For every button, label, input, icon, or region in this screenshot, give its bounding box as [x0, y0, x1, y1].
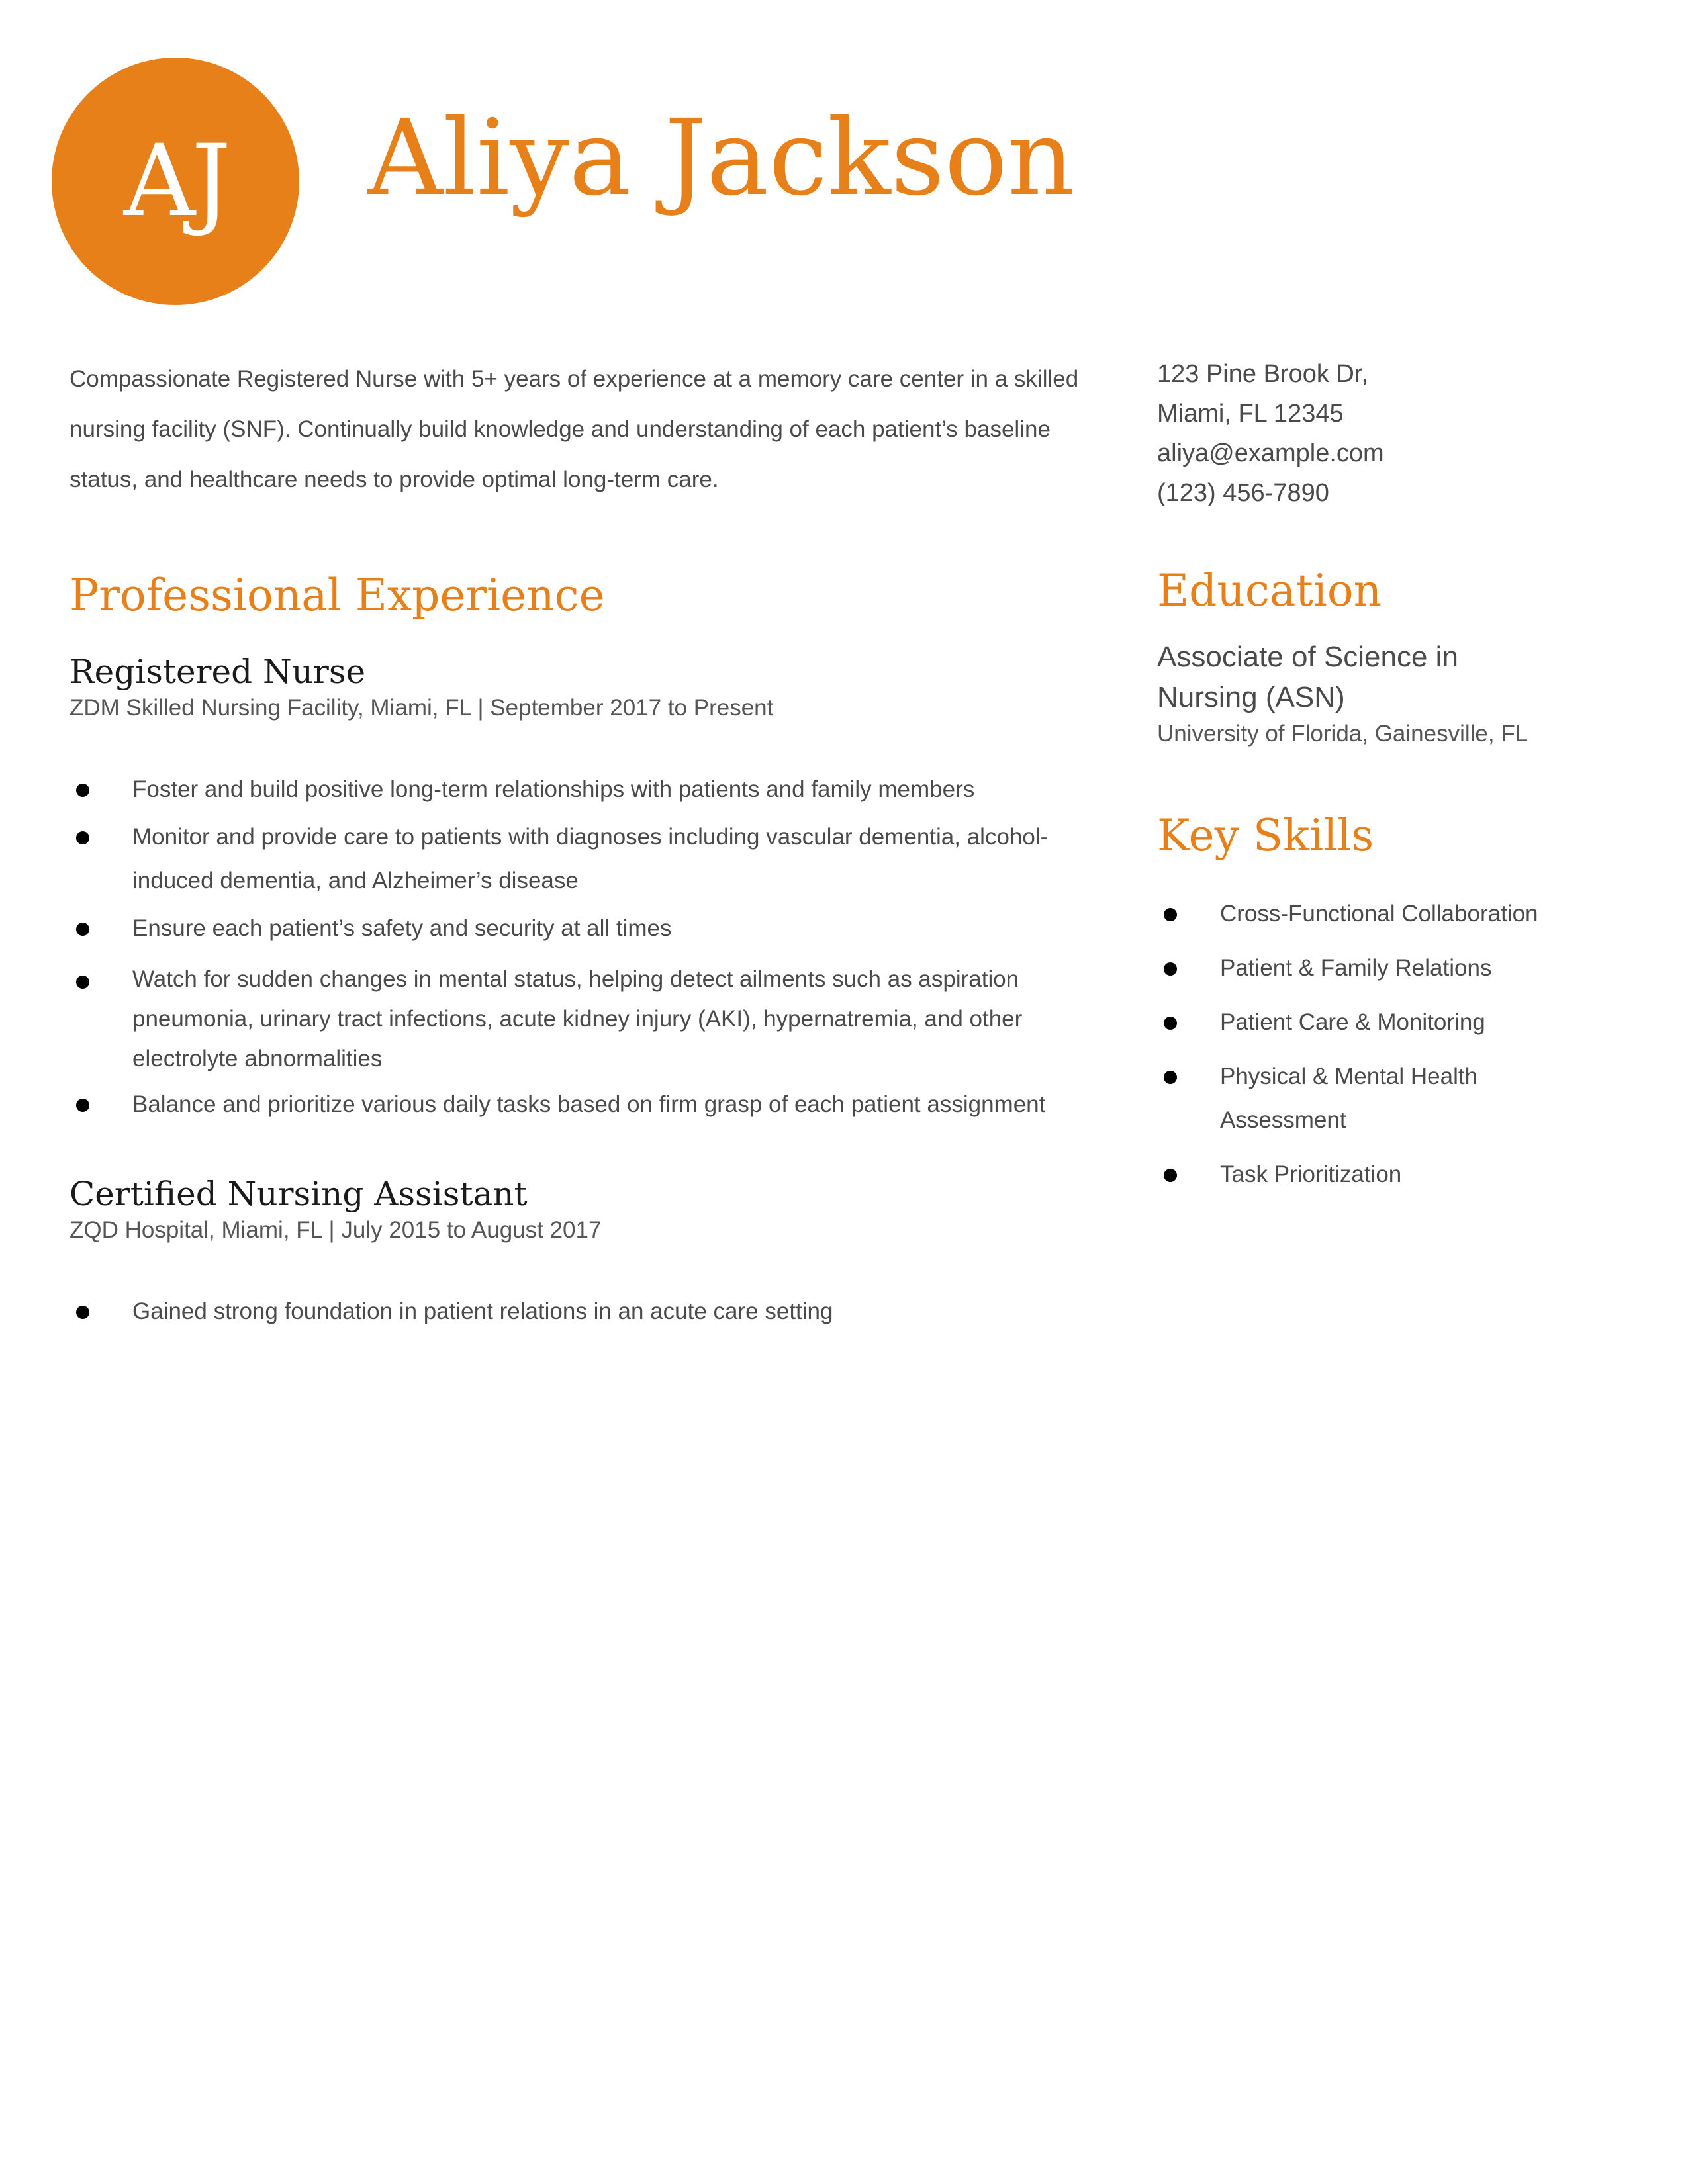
job-title: Registered Nurse [70, 653, 366, 692]
skill-text: Patient Care & Monitoring [1220, 1009, 1485, 1036]
bullet-icon [76, 923, 89, 936]
degree: Associate of Science in Nursing (ASN) [1157, 641, 1458, 714]
job-meta: ZQD Hospital, Miami, FL | July 2015 to August 2017 [70, 1217, 602, 1244]
job-bullets [70, 768, 1102, 1126]
bullet-text: Ensure each patient’s safety and security at all times [132, 915, 672, 942]
list-item [70, 1290, 1102, 1334]
list-item [70, 1083, 1102, 1126]
experience-section [70, 569, 1102, 1334]
school: University of Florida, Gainesville, FL [1157, 721, 1528, 747]
bullet-text: Foster and build positive long-term relationships with patients and family members [132, 776, 975, 803]
list-item [1157, 1001, 1620, 1044]
monogram-badge [52, 58, 299, 305]
list-item [1157, 892, 1620, 936]
skills-list [1157, 892, 1620, 1197]
contact-block [1157, 354, 1620, 513]
list-item [70, 907, 1102, 950]
skill-text: Cross-Functional Collaboration [1220, 901, 1538, 927]
list-item [70, 815, 1102, 903]
experience-heading: Professional Experience [70, 570, 605, 621]
skill-text: Physical & Mental Health Assessment [1220, 1064, 1478, 1134]
bullet-icon [1164, 908, 1177, 921]
bullet-icon [76, 976, 89, 989]
list-item [1157, 1055, 1531, 1142]
bullet-icon [76, 831, 89, 844]
education-section [1157, 565, 1620, 750]
address-line2: Miami, FL 12345 [1157, 400, 1344, 428]
sidebar [1157, 354, 1620, 1207]
bullet-icon [1164, 962, 1177, 976]
bullet-icon [1164, 1071, 1177, 1084]
address-line1: 123 Pine Brook Dr, [1157, 360, 1368, 388]
phone: (123) 456-7890 [1157, 479, 1329, 507]
email: aliya@example.com [1157, 439, 1384, 467]
bullet-icon [76, 1099, 89, 1112]
job-entry [70, 652, 1102, 1126]
list-item [1157, 946, 1620, 990]
skill-text: Task Prioritization [1220, 1161, 1402, 1188]
bullet-text: Gained strong foundation in patient relations in an acute care setting [132, 1298, 833, 1325]
list-item [70, 768, 1102, 811]
job-title: Certified Nursing Assistant [70, 1175, 528, 1214]
bullet-text: Balance and prioritize various daily tasks based on firm grasp of each patient assignment [132, 1091, 1046, 1118]
list-item [1157, 1153, 1620, 1197]
bullet-icon [1164, 1169, 1177, 1182]
candidate-name: Aliya Jackson [367, 97, 1075, 219]
monogram-initials: AJ [123, 124, 228, 239]
bullet-icon [76, 784, 89, 797]
bullet-text: Watch for sudden changes in mental status, helping detect ailments such as aspiration pneumonia, urinary tract infections, acute kidney injury (AKI), hypernatremia, and other electrolyte abnormalities [132, 966, 1023, 1072]
bullet-icon [1164, 1017, 1177, 1030]
summary-paragraph: Compassionate Registered Nurse with 5+ years of experience at a memory care center in a skilled nursing facility (SNF). Continually build knowledge and understanding of each patient’s baseline status, and healthcare needs to provide optimal long-term care. [70, 366, 1079, 492]
list-item [70, 960, 1102, 1079]
job-meta: ZDM Skilled Nursing Facility, Miami, FL | September 2017 to Present [70, 695, 774, 721]
skill-text: Patient & Family Relations [1220, 955, 1492, 981]
bullet-text: Monitor and provide care to patients with diagnoses including vascular dementia, alcohol-induced dementia, and Alzheimer’s disease [132, 824, 1049, 894]
bullet-icon [76, 1306, 89, 1319]
education-heading: Education [1157, 565, 1382, 616]
job-entry [70, 1174, 1102, 1334]
skills-section [1157, 809, 1620, 1197]
skills-heading: Key Skills [1157, 810, 1374, 862]
job-bullets [70, 1290, 1102, 1334]
